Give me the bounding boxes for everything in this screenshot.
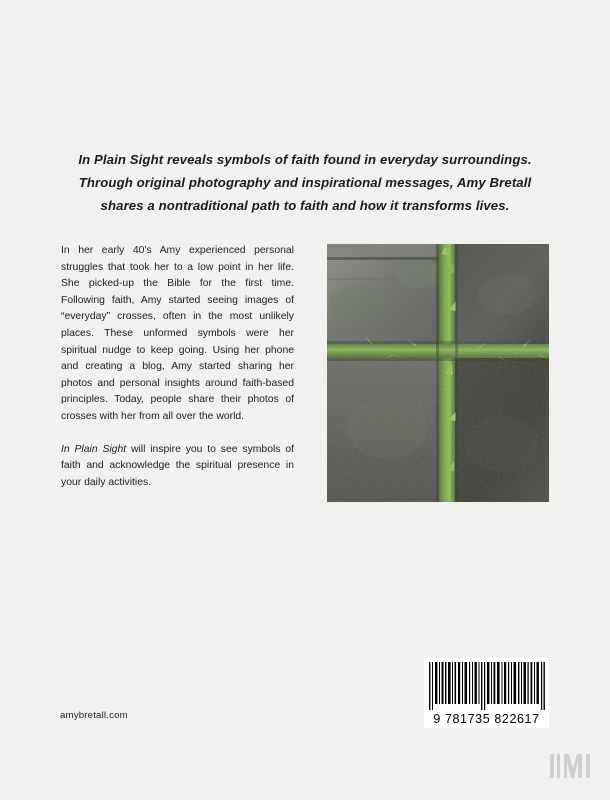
barcode-bars-icon [428, 662, 545, 710]
publisher-logo [548, 748, 594, 782]
body-paragraph-1: In her early 40's Amy experienced personal struggles that took her to a low point in her life. She picked-up the Bible for the first time. Following faith, Amy started seeing images of “everyday” crosses, often in the most unlikely places. These unformed symbols were her spiritual nudge to keep going. Using her phone and creating a blog, Amy started sharing her photos and personal insights around faith-based principles. Today, people share their photos of crosses with her from all over the world. [61, 245, 294, 422]
headline-line-1: In Plain Sight reveals symbols of faith found in everyday surroundings. [78, 152, 532, 167]
cover-photo [327, 244, 549, 502]
isbn-barcode [424, 658, 549, 728]
cover-body-copy [61, 243, 294, 491]
book-title-inline: In Plain Sight [61, 443, 127, 455]
author-website: amybretall.com [60, 710, 128, 721]
cover-headline [62, 148, 548, 217]
publisher-mark-icon [548, 748, 594, 782]
headline-line-2: Through original photography and inspirational messages, Amy Bretall [78, 175, 532, 190]
grass-cross-pavement-photo [327, 244, 549, 502]
body-paragraph-2-rest: will inspire you to see symbols of faith and acknowledge the spiritual presence in your daily activities. [61, 443, 294, 488]
body-paragraph-2 [61, 442, 294, 492]
headline-line-3: shares a nontraditional path to faith and how it transforms lives. [100, 198, 510, 213]
isbn-number: 9 781735 822617 [433, 712, 540, 726]
